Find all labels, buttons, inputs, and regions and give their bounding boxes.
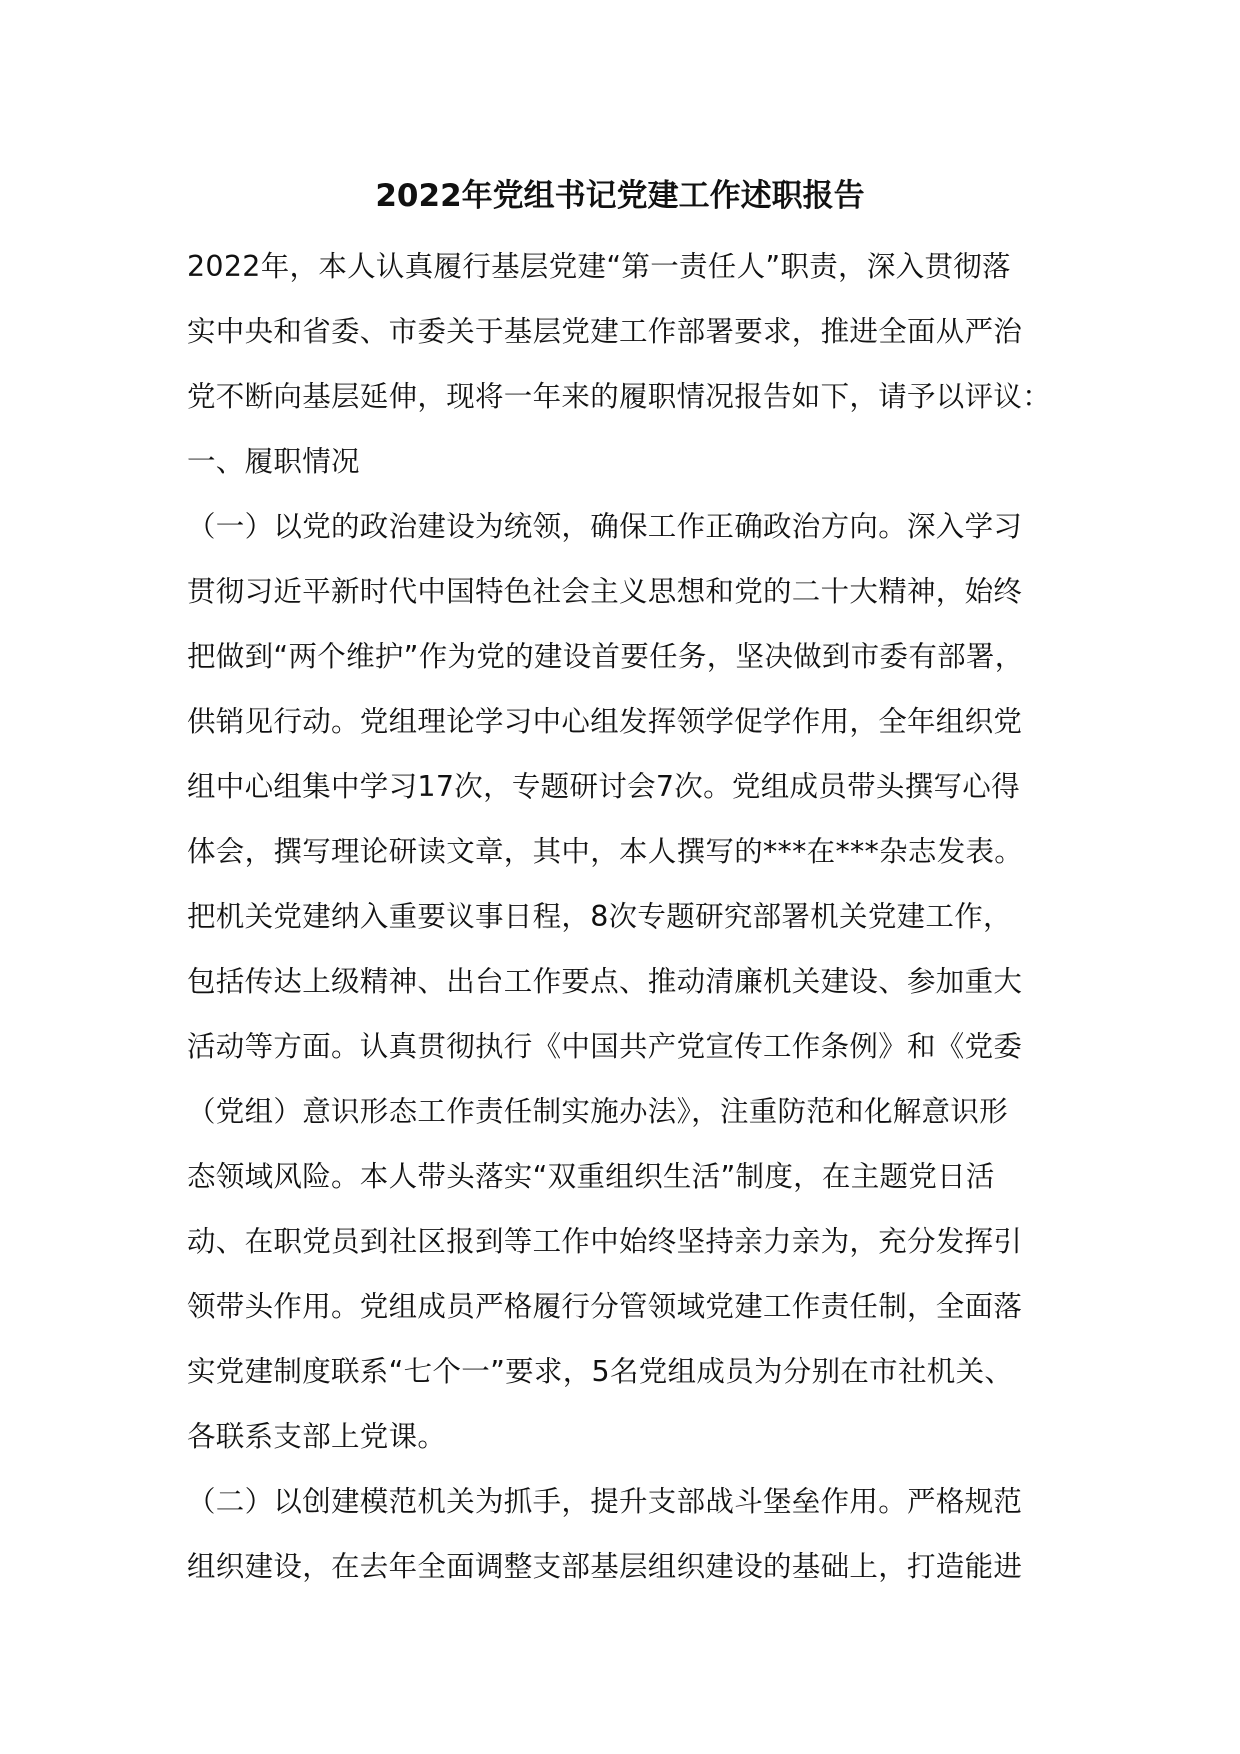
document-title: 2022年党组书记党建工作述职报告 — [375, 178, 865, 214]
body-line: 组中心组集中学习17次，专题研讨会7次。党组成员带头撰写心得 — [187, 770, 1020, 803]
body-line: 领带头作用。党组成员严格履行分管领域党建工作责任制，全面落 — [187, 1290, 1023, 1323]
body-line: 把机关党建纳入重要议事日程，8次专题研究部署机关党建工作， — [187, 900, 1012, 933]
body-line: 2022年，本人认真履行基层党建“第一责任人”职责，深入贯彻落 — [187, 250, 1011, 283]
body-line: 包括传达上级精神、出台工作要点、推动清廉机关建设、参加重大 — [187, 965, 1023, 998]
body-line: （党组）意识形态工作责任制实施办法》，注重防范和化解意识形 — [187, 1095, 1008, 1128]
body-line: （一）以党的政治建设为统领，确保工作正确政治方向。深入学习 — [187, 510, 1023, 543]
body-line: 实中央和省委、市委关于基层党建工作部署要求，推进全面从严治 — [187, 315, 1023, 348]
body-line: 体会，撰写理论研读文章，其中，本人撰写的***在***杂志发表。 — [187, 835, 1024, 868]
document-body — [187, 234, 1067, 1599]
body-line: 活动等方面。认真贯彻执行《中国共产党宣传工作条例》和《党委 — [187, 1030, 1023, 1063]
body-line: 党不断向基层延伸，现将一年来的履职情况报告如下，请予以评议： — [187, 380, 1052, 413]
body-line: 贯彻习近平新时代中国特色社会主义思想和党的二十大精神，始终 — [187, 575, 1023, 608]
body-line: （二）以创建模范机关为抓手，提升支部战斗堡垒作用。严格规范 — [187, 1485, 1023, 1518]
body-line: 动、在职党员到社区报到等工作中始终坚持亲力亲为，充分发挥引 — [187, 1225, 1023, 1258]
body-line: 态领域风险。本人带头落实“双重组织生活”制度，在主题党日活 — [187, 1160, 995, 1193]
body-line: 把做到“两个维护”作为党的建设首要任务，坚决做到市委有部署， — [187, 640, 1024, 673]
section-heading: 一、履职情况 — [187, 445, 360, 478]
body-line: 组织建设，在去年全面调整支部基层组织建设的基础上，打造能进 — [187, 1550, 1023, 1583]
body-line: 实党建制度联系“七个一”要求，5名党组成员为分别在市社机关、 — [187, 1355, 1014, 1388]
body-line: 供销见行动。党组理论学习中心组发挥领学促学作用，全年组织党 — [187, 705, 1023, 738]
body-line: 各联系支部上党课。 — [187, 1420, 447, 1453]
